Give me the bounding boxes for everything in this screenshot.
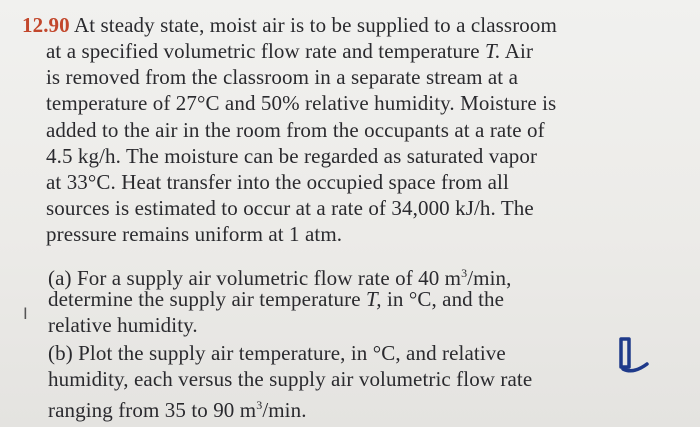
part-b-line-2: humidity, each versus the supply air volumetric flow rate — [48, 367, 533, 391]
annotation-marker-icon — [617, 333, 649, 375]
problem-line-8: sources is estimated to occur at a rate of 34,000 kJ/h. The — [46, 196, 534, 220]
problem-line-6: 4.5 kg/h. The moisture can be regarded as saturated vapor — [46, 144, 538, 168]
problem-line-9: pressure remains uniform at 1 atm. — [46, 222, 343, 246]
part-a-line-2: determine the supply air temperature T, in °C, and the — [48, 287, 505, 311]
part-a-line-3: relative humidity. — [48, 313, 198, 337]
problem-line-4: temperature of 27°C and 50% relative humidity. Moisture is — [46, 91, 557, 115]
problem-line-1-text: At steady state, moist air is to be supplied to a classroom — [73, 13, 557, 37]
problem-line-1 — [22, 12, 557, 38]
problem-line-3: is removed from the classroom in a separate stream at a — [46, 65, 518, 89]
text-cursor-icon: I — [23, 304, 28, 323]
part-b-line-3: ranging from 35 to 90 $m^3/\min$. — [48, 398, 307, 422]
problem-line-2: at a specified volumetric flow rate and temperature T. Air — [46, 39, 534, 63]
problem-line-7: at 33°C. Heat transfer into the occupied space from all — [46, 170, 509, 194]
part-a-line-1: (a) For a supply air volumetric flow rate of 40 $m^3/\min$, — [48, 266, 512, 290]
part-b-line-1: (b) Plot the supply air temperature, in °C, and relative — [48, 341, 506, 365]
variable-T: T, — [366, 287, 382, 311]
variable-T: T. — [485, 39, 501, 63]
problem-line-5: added to the air in the room from the occupants at a rate of — [46, 118, 545, 142]
problem-number: 12.90 — [22, 13, 70, 37]
